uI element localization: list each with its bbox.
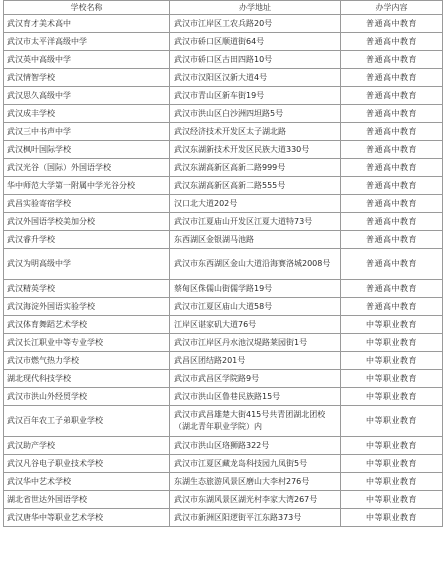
school-name-cell: 武汉华中艺术学校 (4, 473, 170, 491)
school-name-cell: 武汉体育舞蹈艺术学校 (4, 316, 170, 334)
table-body (4, 15, 443, 527)
school-address-cell: 武汉市东西湖区金山大道沿海赛洛城2008号 (170, 249, 341, 280)
school-address-cell: 江岸区谌家矶大道76号 (170, 316, 341, 334)
school-address-cell: 武汉市汉阳区汉新大道4号 (170, 69, 341, 87)
school-type-cell: 普通高中教育 (341, 195, 443, 213)
schools-table (3, 0, 443, 527)
school-address-cell: 汉口北大道202号 (170, 195, 341, 213)
table-row (4, 455, 443, 473)
school-address-cell: 武汉市江岸区工农兵路20号 (170, 15, 341, 33)
school-type-cell: 普通高中教育 (341, 51, 443, 69)
school-type-cell: 中等职业教育 (341, 455, 443, 473)
school-address-cell: 武汉市江岸区丹水池汉堤路莱园街1号 (170, 334, 341, 352)
school-address-cell: 武汉市青山区新车街19号 (170, 87, 341, 105)
school-type-cell: 普通高中教育 (341, 105, 443, 123)
school-address-cell: 武汉市武昌区学院路9号 (170, 370, 341, 388)
school-type-cell: 中等职业教育 (341, 406, 443, 437)
school-address-cell: 武汉市硚口区顺道街64号 (170, 33, 341, 51)
school-name-cell: 武汉情智学校 (4, 69, 170, 87)
school-type-cell: 普通高中教育 (341, 33, 443, 51)
table-row (4, 33, 443, 51)
table-header-row (4, 1, 443, 15)
school-name-cell: 武汉育才美术高中 (4, 15, 170, 33)
table-row (4, 370, 443, 388)
school-name-cell: 武汉市洪山外经贸学校 (4, 388, 170, 406)
school-address-cell: 武汉市江夏区庙山大道58号 (170, 298, 341, 316)
table-row (4, 213, 443, 231)
school-type-cell: 普通高中教育 (341, 213, 443, 231)
table-row (4, 69, 443, 87)
school-type-cell: 普通高中教育 (341, 159, 443, 177)
school-type-cell: 普通高中教育 (341, 141, 443, 159)
table-row (4, 123, 443, 141)
school-address-cell: 武汉东湖高新区高新二路999号 (170, 159, 341, 177)
table-row (4, 105, 443, 123)
table-row (4, 406, 443, 437)
school-address-cell: 东湖生态旅游风景区磨山大李村276号 (170, 473, 341, 491)
school-type-cell: 普通高中教育 (341, 231, 443, 249)
table-row (4, 491, 443, 509)
school-address-cell: 武汉市洪山区珞狮路322号 (170, 437, 341, 455)
table-row (4, 437, 443, 455)
school-address-cell: 武汉市江夏庙山开发区江夏大道特73号 (170, 213, 341, 231)
school-name-cell: 武汉英中高级中学 (4, 51, 170, 69)
school-address-cell: 蔡甸区侏儒山街儒学路19号 (170, 280, 341, 298)
school-type-cell: 中等职业教育 (341, 473, 443, 491)
school-address-cell: 武汉经济技术开发区太子湖北路 (170, 123, 341, 141)
school-name-cell: 武昌实验寄宿学校 (4, 195, 170, 213)
school-type-cell: 中等职业教育 (341, 370, 443, 388)
table-row (4, 334, 443, 352)
school-name-cell: 武汉精英学校 (4, 280, 170, 298)
school-name-cell: 武汉思久高级中学 (4, 87, 170, 105)
school-address-cell: 武汉市新洲区阳逻街平江东路373号 (170, 509, 341, 527)
table-row (4, 15, 443, 33)
school-name-cell: 武汉市燃气热力学校 (4, 352, 170, 370)
column-header-address: 办学地址 (170, 1, 341, 15)
school-address-cell: 武汉市东湖风景区湖光村李家大湾267号 (170, 491, 341, 509)
school-address-cell: 武汉市洪山区鲁巷民族路15号 (170, 388, 341, 406)
school-type-cell: 普通高中教育 (341, 249, 443, 280)
school-name-cell: 武汉睿升学校 (4, 231, 170, 249)
school-type-cell: 普通高中教育 (341, 177, 443, 195)
school-address-cell: 武汉市江夏区藏龙岛科技园九凤街5号 (170, 455, 341, 473)
school-address-cell: 武汉市武昌雄楚大街415号共青团湖北团校（湖北青年职业学院）内 (170, 406, 341, 437)
school-name-cell: 武汉三中书声中学 (4, 123, 170, 141)
school-type-cell: 普通高中教育 (341, 280, 443, 298)
school-address-cell: 武汉东湖高新区高新二路555号 (170, 177, 341, 195)
school-name-cell: 武汉助产学校 (4, 437, 170, 455)
school-name-cell: 湖北现代科技学校 (4, 370, 170, 388)
table-row (4, 509, 443, 527)
school-name-cell: 华中师范大学第一附属中学光谷分校 (4, 177, 170, 195)
table-row (4, 231, 443, 249)
table-row (4, 159, 443, 177)
school-address-cell: 东西湖区金银湖马池路 (170, 231, 341, 249)
table-row (4, 177, 443, 195)
table-row (4, 141, 443, 159)
table-row (4, 249, 443, 280)
school-name-cell: 武汉成丰学校 (4, 105, 170, 123)
school-name-cell: 武汉市太平洋高级中学 (4, 33, 170, 51)
school-type-cell: 普通高中教育 (341, 298, 443, 316)
school-type-cell: 中等职业教育 (341, 334, 443, 352)
table-row (4, 352, 443, 370)
table-row (4, 195, 443, 213)
table-row (4, 316, 443, 334)
school-type-cell: 中等职业教育 (341, 437, 443, 455)
school-name-cell: 武汉凡谷电子职业技术学校 (4, 455, 170, 473)
school-name-cell: 武汉光谷（国际）外国语学校 (4, 159, 170, 177)
school-name-cell: 武汉百年农工子弟职业学校 (4, 406, 170, 437)
school-type-cell: 普通高中教育 (341, 87, 443, 105)
school-name-cell: 武汉外国语学校美加分校 (4, 213, 170, 231)
table-row (4, 388, 443, 406)
column-header-name: 学校名称 (4, 1, 170, 15)
table-row (4, 87, 443, 105)
school-type-cell: 中等职业教育 (341, 388, 443, 406)
school-name-cell: 武汉为明高级中学 (4, 249, 170, 280)
school-name-cell: 武汉唐华中等职业艺术学校 (4, 509, 170, 527)
school-type-cell: 中等职业教育 (341, 352, 443, 370)
school-type-cell: 中等职业教育 (341, 491, 443, 509)
school-name-cell: 武汉枫叶国际学校 (4, 141, 170, 159)
school-name-cell: 湖北省世达外国语学校 (4, 491, 170, 509)
school-address-cell: 武汉市硚口区古田四路10号 (170, 51, 341, 69)
school-type-cell: 普通高中教育 (341, 15, 443, 33)
school-address-cell: 武汉市洪山区白沙洲四坦路5号 (170, 105, 341, 123)
table-row (4, 473, 443, 491)
table-row (4, 280, 443, 298)
school-address-cell: 武汉东湖新技术开发区民族大道330号 (170, 141, 341, 159)
school-name-cell: 武汉长江职业中等专业学校 (4, 334, 170, 352)
school-type-cell: 普通高中教育 (341, 123, 443, 141)
school-name-cell: 武汉海淀外国语实验学校 (4, 298, 170, 316)
table-row (4, 51, 443, 69)
school-type-cell: 中等职业教育 (341, 509, 443, 527)
table-row (4, 298, 443, 316)
school-address-cell: 武昌区团结路201号 (170, 352, 341, 370)
school-type-cell: 中等职业教育 (341, 316, 443, 334)
school-type-cell: 普通高中教育 (341, 69, 443, 87)
column-header-type: 办学内容 (341, 1, 443, 15)
